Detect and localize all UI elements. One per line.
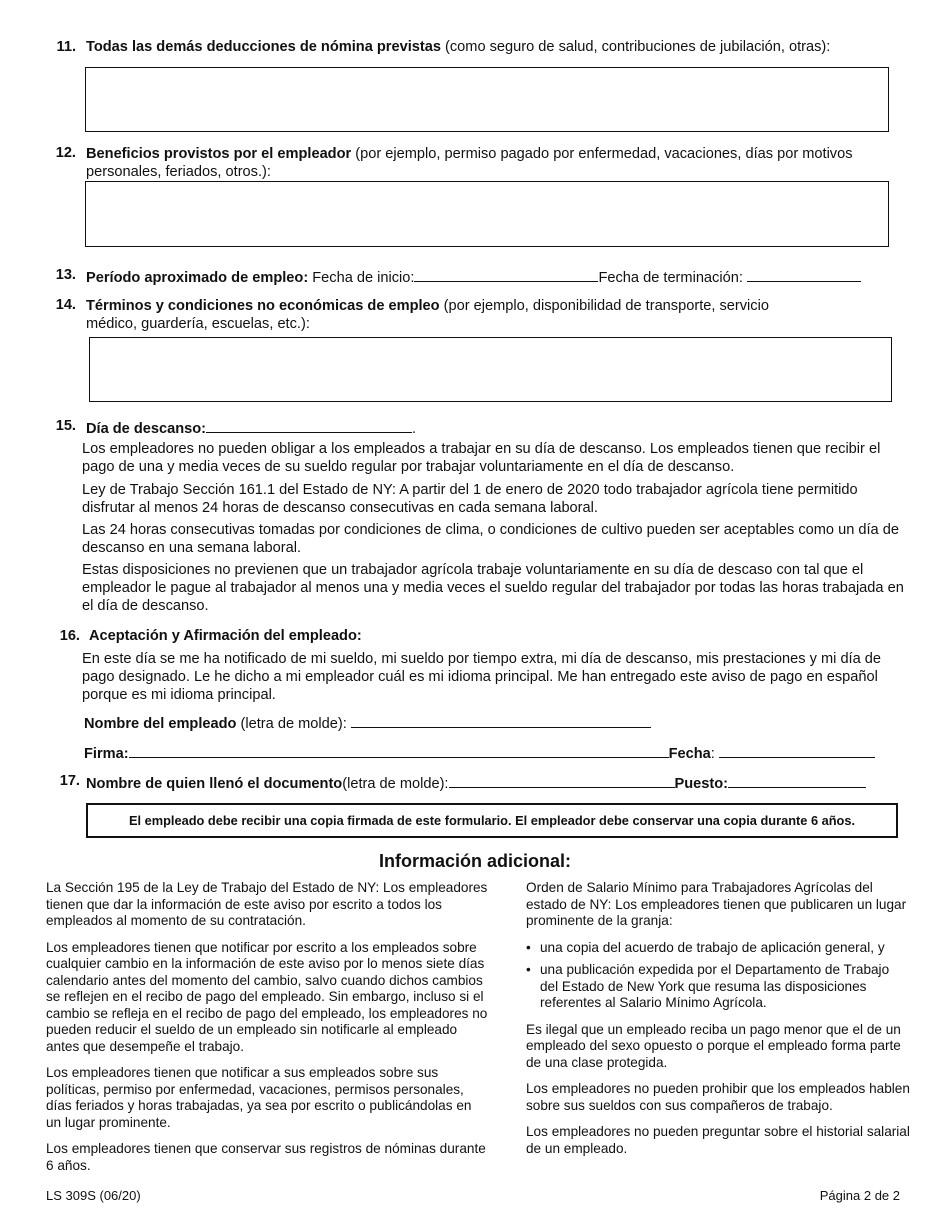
q15-paragraph-4: Estas disposiciones no previenen que un trabajador agrícola trabaje voluntariamente en su día de descaso con tal que el empleador le pague al trabajador al menos una y media veces el sueldo regular del trabajador por todas las horas trabajada en el día de descanso. [82,562,904,614]
q16-label: Aceptación y Afirmación del empleado: [89,628,362,644]
q13-label-bold: Período aproximado de empleo: [86,270,309,286]
q14-label-bold: Términos y condiciones no económicas de empleo [86,298,440,314]
q16-employee-name-label-rest: (letra de molde): [236,716,351,732]
copy-notice-box: El empleado debe recibir una copia firmada de este formulario. El empleador debe conservar una copia durante 6 años. [86,803,898,838]
q13-end-date-field[interactable] [747,267,861,282]
q13-number: 13. [55,267,76,283]
q17-position-label: Puesto: [674,776,729,792]
q16-signature-label: Firma: [84,746,129,762]
q12-label-rest: (por ejemplo, permiso pagado por enfermedad, vacaciones, días por motivos personales, feriados, otros.): [86,146,853,180]
additional-right-intro: Orden de Salario Mínimo para Trabajadores Agrícolas del estado de NY: Los empleadores tienen que publicaren un lugar prominente de la granja: [526,880,907,928]
q11-label-bold: Todas las demás deducciones de nómina previstas [86,39,441,55]
q15-label [86,418,416,437]
q16-date-field[interactable] [719,743,875,758]
additional-info-heading: Información adicional: [378,851,572,871]
q17-position-field[interactable] [728,773,866,788]
q16-employee-name-field[interactable] [351,713,651,728]
additional-right-bullet-2-text: una publicación expedida por el Departamento de Trabajo del Estado de New York que resuma las disposiciones referentes al Salario Mínimo Agrícola. [540,962,890,1010]
q14-label-line2: médico, guardería, escuelas, etc.): [86,316,310,332]
q12-label [86,145,916,181]
q16-employee-name-label-bold: Nombre del empleado [84,716,237,732]
q15-rest-day-field[interactable] [206,418,412,433]
q16-signature-field[interactable] [129,743,669,758]
q14-label-rest: (por ejemplo, disponibilidad de transporte, servicio [439,298,769,314]
q12-input-box[interactable] [85,181,889,247]
q15-number: 15. [55,418,76,434]
additional-left-column [46,880,490,1184]
q13-label [86,267,861,286]
q14-number: 14. [55,297,76,313]
footer-form-id: LS 309S (06/20) [46,1188,141,1203]
q11-label [86,39,916,55]
additional-right-bullet-2 [526,962,910,1012]
q16-number: 16. [59,628,80,644]
additional-right-bullet-1-text: una copia del acuerdo de trabajo de aplicación general, y [540,939,885,955]
q16-signature-row [84,743,875,762]
additional-right-column [526,880,910,1167]
q15-paragraph-3: Las 24 horas consecutivas tomadas por condiciones de clima, o condiciones de cultivo pueden ser aceptables como un día de descanso en una semana laboral. [82,522,899,556]
additional-right-paragraph-2: Los empleadores no pueden prohibir que los empleados hablen sobre sus sueldos con sus compañeros de trabajo. [526,1081,910,1113]
q11-number: 11. [56,39,76,55]
footer-page-number: Página 2 de 2 [819,1188,900,1203]
q17-number: 17. [59,773,80,789]
q13-start-label: Fecha de inicio: [308,270,415,286]
q13-start-date-field[interactable] [414,267,598,282]
additional-left-paragraph-4: Los empleadores tienen que conservar sus registros de nóminas durante 6 años. [46,1141,486,1173]
q12-label-bold: Beneficios provistos por el empleador [86,146,352,162]
additional-right-paragraph-3: Los empleadores no pueden preguntar sobre el historial salarial de un empleado. [526,1124,910,1156]
bullet-icon: • [526,939,531,955]
bullet-icon: • [526,962,531,977]
q14-input-box[interactable] [89,337,892,402]
q17-label-bold: Nombre de quien llenó el documento [86,776,343,792]
q17-preparer-name-field[interactable] [449,773,675,788]
q16-paragraph: En este día se me ha notificado de mi sueldo, mi sueldo por tiempo extra, mi día de descanso, mis prestaciones y mi día de pago designado. Le he dicho a mi empleador cuál es mi idioma principal. Me han entregado este aviso de pago en español porque es mi idioma principal. [82,651,882,703]
q14-label [86,297,916,333]
q16-employee-name-row [84,713,651,732]
q17-label-rest: (letra de molde): [342,776,449,792]
q11-input-box[interactable] [85,67,889,132]
q13-end-label: Fecha de terminación: [598,270,747,286]
q11-label-rest: (como seguro de salud, contribuciones de jubilación, otras): [440,39,831,55]
q12-number: 12. [55,145,76,161]
q16-date-colon: : [710,746,715,762]
additional-left-paragraph-3: Los empleadores tienen que notificar a sus empleados sobre sus políticas, permiso por enfermedad, vacaciones, permisos personales, días feriados y horas trabajadas, ya sea por escrito o publicándolas en un lugar prominente. [46,1065,472,1130]
q16-date-label: Fecha [668,746,711,762]
additional-right-bullet-1 [526,940,910,957]
additional-left-paragraph-2: Los empleadores tienen que notificar por escrito a los empleados sobre cualquier cambio en la información de este aviso por lo menos siete días calendario antes del momento del cambio, salvo cuando dichos cambios se reflejen en el recibo de pago del empleado. Sin embargo, incluso si el cambio se refleja en el recibo de pago del empleado, los empleadores no pueden reducir el sueldo de un empleado sin notificarle al empleado antes que desempeñe el trabajo. [46,939,488,1054]
additional-right-paragraph-1: Es ilegal que un empleado reciba un pago menor que el de un empleado del sexo opuesto o porque el empleado forma parte de una clase protegida. [526,1021,901,1070]
q15-paragraph-2: Ley de Trabajo Sección 161.1 del Estado de NY: A partir del 1 de enero de 2020 todo trabajador agrícola tiene permitido disfrutar al menos 24 horas de descanso consecutivas en cada semana laboral. [82,482,858,516]
q15-period: . [412,421,417,437]
q15-label-bold: Día de descanso: [86,421,207,437]
q15-paragraph-1: Los empleadores no pueden obligar a los empleados a trabajar en su día de descanso. Los empleados tienen que recibir el pago de una y media veces de su sueldo regular por trabajar voluntariamente en el día de descanso. [82,441,881,475]
q17-row [86,773,866,792]
additional-left-paragraph-1: La Sección 195 de la Ley de Trabajo del Estado de NY: Los empleadores tienen que dar la información de este aviso por escrito a todos los empleados al momento de su contratación. [46,880,488,928]
